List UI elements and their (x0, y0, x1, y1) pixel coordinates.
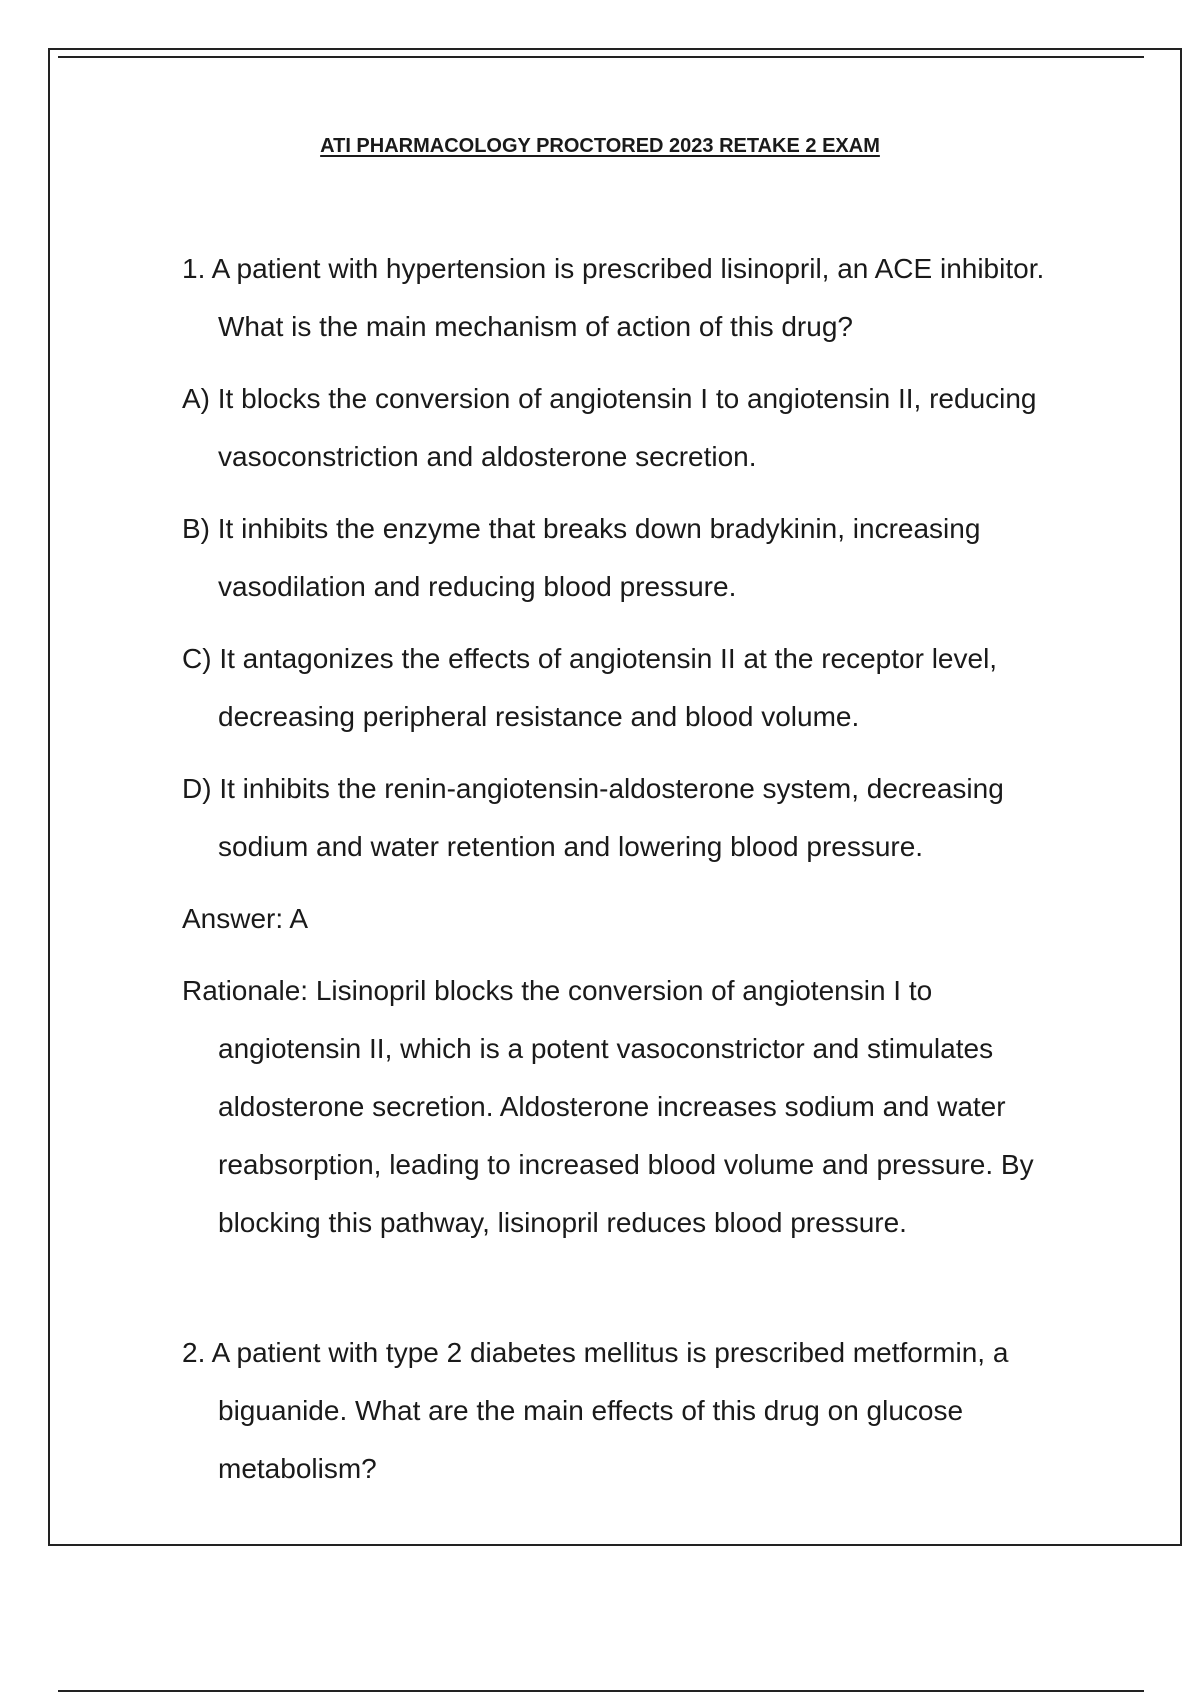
question-1-stem: 1. A patient with hypertension is prescribed lisinopril, an ACE inhibitor. What is the main mechanism of action of this drug? (182, 253, 1045, 342)
bottom-rule (58, 1690, 1144, 1692)
document-body (182, 240, 1062, 1512)
question-1-option-c: C) It antagonizes the effects of angiotensin II at the receptor level, decreasing peripheral resistance and blood volume. (182, 643, 998, 732)
question-1-option-a: A) It blocks the conversion of angiotensin I to angiotensin II, reducing vasoconstriction and aldosterone secretion. (182, 383, 1037, 472)
question-1-rationale: Rationale: Lisinopril blocks the conversion of angiotensin I to angiotensin II, which is a potent vasoconstrictor and stimulates aldosterone secretion. Aldosterone increases sodium and water reabsorption, leading to increased blood volume and pressure. By blocking this pathway, lisinopril reduces blood pressure. (182, 975, 1034, 1238)
question-2-stem: 2. A patient with type 2 diabetes mellitus is prescribed metformin, a biguanide. What are the main effects of this drug on glucose metabolism? (182, 1337, 1009, 1484)
question-1-option-b: B) It inhibits the enzyme that breaks down bradykinin, increasing vasodilation and reducing blood pressure. (182, 513, 981, 602)
page-title (0, 134, 1200, 158)
page-title-text: ATI PHARMACOLOGY PROCTORED 2023 RETAKE 2 EXAM (320, 135, 880, 157)
question-1-answer: Answer: A (182, 903, 309, 934)
question-1-option-d: D) It inhibits the renin-angiotensin-aldosterone system, decreasing sodium and water retention and lowering blood pressure. (182, 773, 1004, 862)
